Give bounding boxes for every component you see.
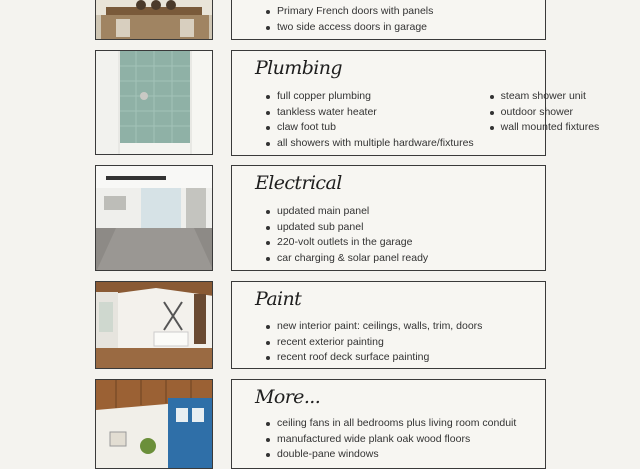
list-item: tankless water heater [266, 105, 474, 121]
list-item: two side access doors in garage [266, 20, 433, 36]
more-list [266, 416, 516, 463]
list-item: ceiling fans in all bedrooms plus living room conduit [266, 416, 516, 432]
list-item: Primary French doors with panels [266, 4, 433, 20]
plumbing-list-left [266, 89, 474, 151]
garage-photo [95, 165, 213, 271]
bathroom-photo [95, 50, 213, 155]
list-item: steam shower unit [490, 89, 600, 105]
plumbing-title: Plumbing [255, 57, 342, 79]
list-item: outdoor shower [490, 105, 600, 121]
plumbing-card [231, 50, 600, 156]
dining-room-photo [95, 0, 213, 40]
living-room-photo [95, 281, 213, 369]
list-item: car charging & solar panel ready [266, 251, 428, 267]
doors-list [266, 4, 433, 35]
list-item: full copper plumbing [266, 89, 474, 105]
list-item: manufactured wide plank oak wood floors [266, 432, 516, 448]
electrical-list [266, 204, 428, 266]
more-card [231, 379, 546, 469]
list-item: recent exterior painting [266, 335, 482, 351]
more-title: More... [255, 386, 321, 408]
list-item: updated main panel [266, 204, 428, 220]
paint-title: Paint [255, 288, 302, 310]
electrical-title: Electrical [255, 172, 342, 194]
plumbing-list-right [490, 89, 600, 151]
list-item: double-pane windows [266, 447, 516, 463]
list-item: new interior paint: ceilings, walls, trim, doors [266, 319, 482, 335]
list-item: wall mounted fixtures [490, 120, 600, 136]
doors-card [231, 0, 546, 40]
paint-list [266, 319, 482, 366]
list-item: all showers with multiple hardware/fixtures [266, 136, 474, 152]
list-item: recent roof deck surface painting [266, 350, 482, 366]
paint-card [231, 281, 546, 369]
interior-photo [95, 379, 213, 469]
electrical-card [231, 165, 546, 271]
list-item: 220-volt outlets in the garage [266, 235, 428, 251]
list-item: updated sub panel [266, 220, 428, 236]
list-item: claw foot tub [266, 120, 474, 136]
